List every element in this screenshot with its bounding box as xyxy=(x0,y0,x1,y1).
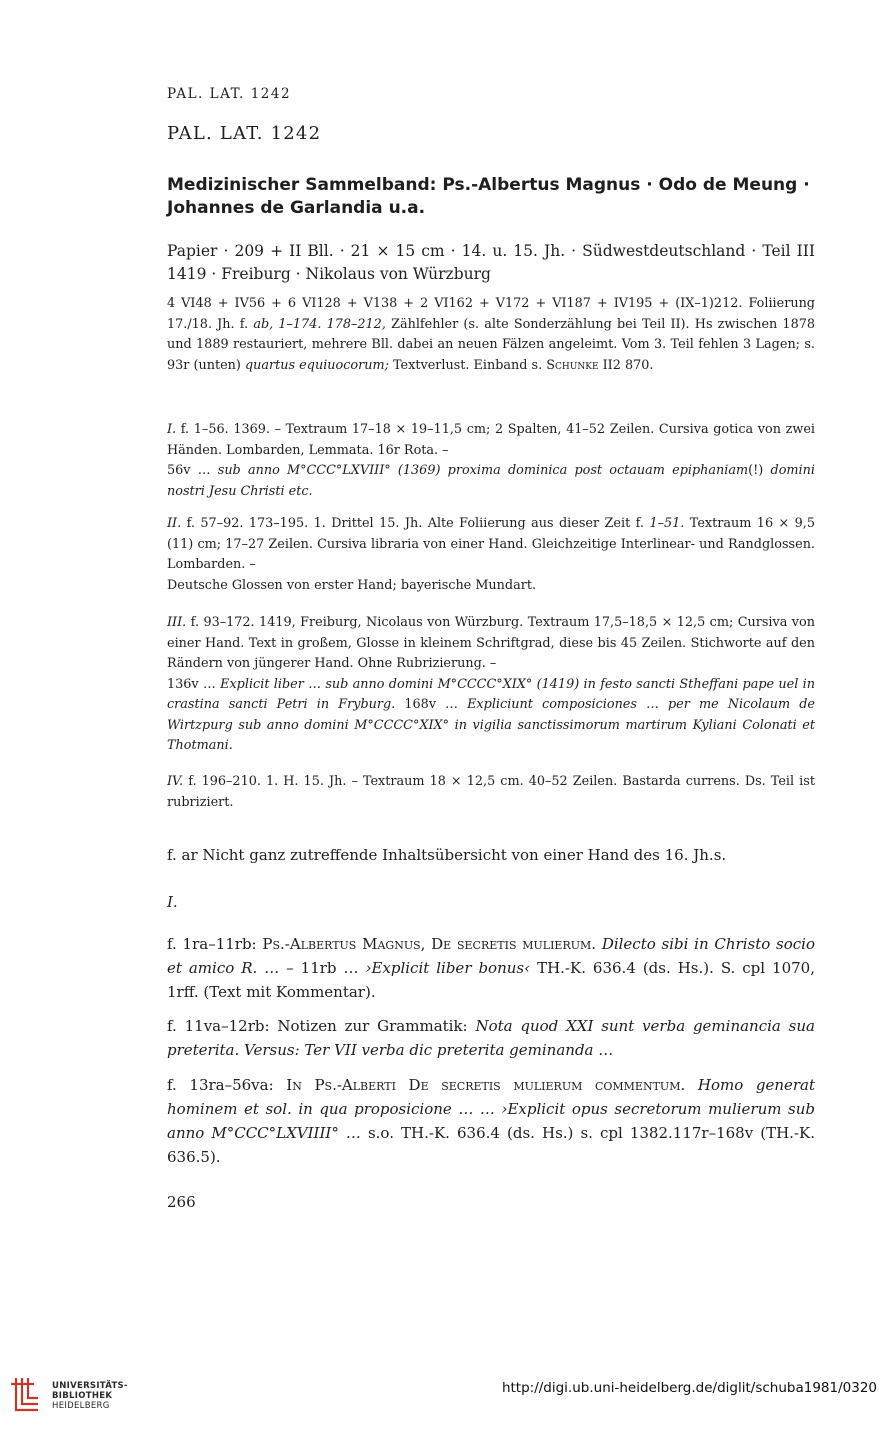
content-entry xyxy=(167,1014,815,1062)
old-foliation: 1–51. xyxy=(649,516,685,531)
library-line-2: BIBLIOTHEK xyxy=(52,1391,113,1401)
part-numeral: III. xyxy=(167,615,187,630)
part-desc: f. 1–56. 1369. – Textraum 17–18 × 19–11,5 cm; 2 Spalten, 41–52 Zeilen. Cursiva gotica von zwei Händen. Lombarden, Lemmata. 16r Rota. – xyxy=(167,422,815,458)
entry-mid: – 11rb … xyxy=(286,959,359,977)
part-desc-cont: Textraum 16 × 9,5 (11) cm; 17–27 Zeilen. Cursiva libraria von einer Hand. Gleichzeitige Interlinear- und Randglossen. Lombarden. – xyxy=(167,516,816,572)
explicit: ›Explicit opus secretorum mulierum sub anno M°CCC°LXVIIII° … xyxy=(167,1100,815,1142)
incipit: Dilecto sibi in Christo socio et amico R. … xyxy=(167,935,815,977)
foliation-range: ab, 1–174. 178–212, xyxy=(253,316,386,332)
reference-location: II2 870. xyxy=(602,357,654,373)
running-header: PAL. LAT. 1242 xyxy=(167,86,292,102)
shelfmark-heading: PAL. LAT. 1242 xyxy=(167,123,322,144)
colophon-quote-cont: domini nostri Jesu Christi etc. xyxy=(167,463,815,499)
manuscript-title: Medizinischer Sammelband: Ps.-Albertus Magnus · Odo de Meung · Johannes de Garlandia u.a. xyxy=(167,175,810,218)
physical-summary: Papier · 209 + II Bll. · 21 × 15 cm · 14. u. 15. Jh. · Südwestdeutschland · Teil III 1419 · Freiburg · Nikolaus von Würzburg xyxy=(167,242,815,283)
collation-paragraph xyxy=(167,294,815,376)
folio-location: f. 13ra–56va: xyxy=(167,1076,274,1094)
part-iii-description xyxy=(167,613,815,757)
colophon-quote: sub anno M°CCC°LXVIII° (1369) proxima dominica post octauam epiphaniam xyxy=(217,463,749,478)
part-i-description xyxy=(167,420,815,502)
content-entry xyxy=(167,932,815,1004)
source-url-link[interactable]: http://digi.ub.uni-heidelberg.de/diglit/schuba1981/0320 xyxy=(501,1380,877,1396)
quire-formula: 4 VI48 + IV56 + 6 VI128 + V138 + 2 VI162 + V172 + VI187 + IV195 + (IX–1)212. xyxy=(167,296,743,311)
folio-location: f. 11va–12rb: xyxy=(167,1017,270,1035)
work-title: Ps.-Albertus Magnus, De secretis mulierum. xyxy=(262,935,597,953)
explicit: ›Explicit liber bonus‹ xyxy=(365,959,531,977)
collation-text-c: Textverlust. Einband s. xyxy=(392,357,543,373)
library-line-1: UNIVERSITÄTS- xyxy=(52,1381,128,1391)
quire-name: quartus equiuocorum; xyxy=(244,357,389,373)
part-numeral: II. xyxy=(167,516,182,531)
glosses-note: Deutsche Glossen von erster Hand; bayerische Mundart. xyxy=(167,577,537,593)
library-line-3: HEIDELBERG xyxy=(52,1401,110,1411)
quote-ref: 56v … xyxy=(167,463,211,478)
quote-ref-2: 168v … xyxy=(404,697,458,712)
collation-text-a: Foliierung 17./18. Jh. f. xyxy=(167,296,815,332)
section-numeral xyxy=(167,890,815,914)
page-number: 266 xyxy=(167,1193,196,1211)
work-title: In Ps.-Alberti De secretis mulierum commentum. xyxy=(286,1076,686,1094)
incipit: Nota quod XXI sunt verba geminancia sua preterita. Versus: Ter VII verba dic preterita geminanda … xyxy=(167,1017,815,1059)
part-iv-description xyxy=(167,772,815,813)
part-desc: f. 196–210. 1. H. 15. Jh. – Textraum 18 × 12,5 cm. 40–52 Zeilen. Bastarda currens. Ds. Teil ist rubriziert. xyxy=(167,774,815,810)
quote-ref: 136v … xyxy=(167,676,216,692)
footer-bar xyxy=(0,1368,887,1430)
colophon-quote: Explicit liber … sub anno domini M°CCCC°XIX° (1419) in festo sancti Stheffani pape uel in crastina sancti Petri in Fryburg. xyxy=(167,676,815,712)
part-desc: f. 57–92. 173–195. 1. Drittel 15. Jh. Alte Foliierung aus dieser Zeit f. xyxy=(186,516,644,531)
part-numeral: I. xyxy=(167,422,177,437)
work-title: Notizen zur Grammatik: xyxy=(277,1017,468,1035)
content-entry xyxy=(167,1073,815,1169)
colophon-quote-2: Expliciunt composiciones … per me Nicolaum de Wirtzpurg sub anno domini M°CCCC°XIX° in vigilia sanctissimorum martirum Kyliani Colonati et Thotmani. xyxy=(167,697,815,753)
part-desc: f. 93–172. 1419, Freiburg, Nicolaus von Würzburg. Textraum 17,5–18,5 × 12,5 cm; Cursiva von einer Hand. Text in großem, Glosse in kleinem Schriftgrad, diese bis 45 Zeilen. Stichworte auf den Rändern von jüngerer Hand. Ohne Rubrizierung. – xyxy=(167,615,815,671)
quote-tail: (!) xyxy=(748,463,764,478)
entry-references: s.o. TH.-K. 636.4 (ds. Hs.) s. cpl 1382.117r–168v (TH.-K. 636.5). xyxy=(167,1124,815,1166)
folio-location: f. 1ra–11rb: xyxy=(167,935,257,953)
part-numeral: IV. xyxy=(167,774,184,789)
library-name xyxy=(52,1381,128,1411)
incipit: Homo generat hominem et sol. in qua proposicione … … xyxy=(167,1076,815,1118)
collation-text-b: Zählfehler (s. alte Sonderzählung bei Teil II). Hs zwischen 1878 und 1889 restauriert, mehrere Bll. dabei an neuen Fälzen angeleimt. Vom 3. Teil fehlen 3 Lagen; s. 93r (unten) xyxy=(167,316,815,373)
section-numeral-text: I. xyxy=(167,893,178,911)
part-ii-description xyxy=(167,514,815,596)
entry-references: TH.-K. 636.4 (ds. Hs.). S. cpl 1070, 1rff. (Text mit Kommentar). xyxy=(167,959,815,1001)
library-logo-icon xyxy=(8,1374,44,1414)
flyleaf-note: f. ar Nicht ganz zutreffende Inhaltsübersicht von einer Hand des 16. Jh.s. xyxy=(167,846,727,864)
reference-author: Schunke xyxy=(546,357,599,373)
